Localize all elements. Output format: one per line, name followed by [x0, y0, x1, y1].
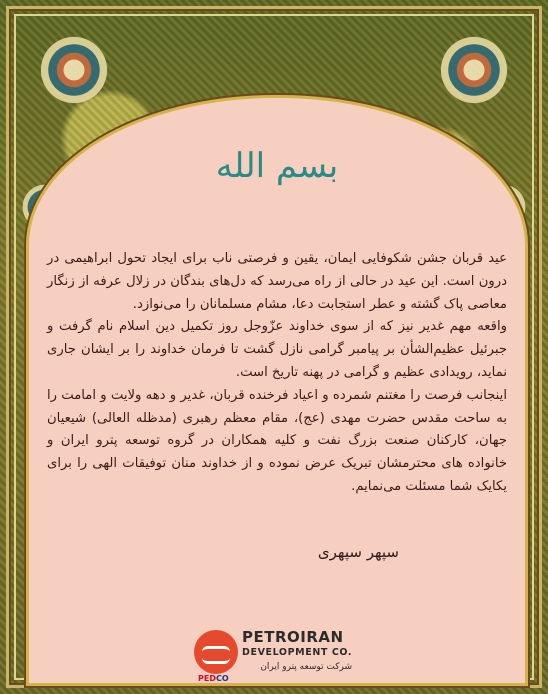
signature: سپهر سپهری	[317, 543, 399, 561]
petroiran-logo-icon	[194, 630, 238, 674]
brand-subtitle: DEVELOPMENT CO.	[242, 647, 353, 658]
ornament-medallion-icon	[434, 30, 514, 110]
calligraphy-bismillah: بسم الله	[215, 146, 339, 186]
paragraph: اینجانب فرصت را مغتنم شمرده و اعیاد فرخنده قربان، غدیر و دهه ولایت و امامت را به ساحت مقدس حضرت مهدی (عج)، مقام معظم رهبری (مدظله العالی) شیعیان جهان، کارکنان صنعت بزرگ نفت و کلیه همکاران در گروه توسعه پترو ایران و خانواده های محترمشان تبریک عرض نموده و از خداوند منان توفیقات الهی را برای یکایک شما مسئلت می‌نمایم.	[47, 387, 507, 494]
company-logo	[194, 624, 354, 686]
paragraph: واقعه مهم غدیر نیز که از سوی خداوند عزّوجل روز تکمیل دین اسلام نام گرفت و جبرئیل عظیم‌الشأن بر پیامبر گرامی نازل گشت تا فرمان خداوند را بر ایشان جاری نماید، رویدادی عظیم و گرامی در پهنه تاریخ است.	[47, 319, 507, 380]
brand-name: PETROIRAN	[242, 628, 344, 646]
paragraph: عید قربان جشن شکوفایی ایمان، یقین و فرصتی ناب برای ایجاد تحول ابراهیمی در درون است. این عید در حالی از راه می‌رسد که دل‌های بندگان در زلال عرفه از زنگار معاصی پاک گشته و عطر استجابت دعا، مشام مسلمانان را می‌نوازد.	[47, 251, 507, 312]
ornament-medallion-icon	[34, 30, 114, 110]
pedco-label: PEDCO	[198, 674, 229, 683]
brand-persian: شرکت توسعه پترو ایران	[260, 662, 352, 672]
message-panel	[26, 95, 528, 686]
message-body	[47, 248, 507, 499]
